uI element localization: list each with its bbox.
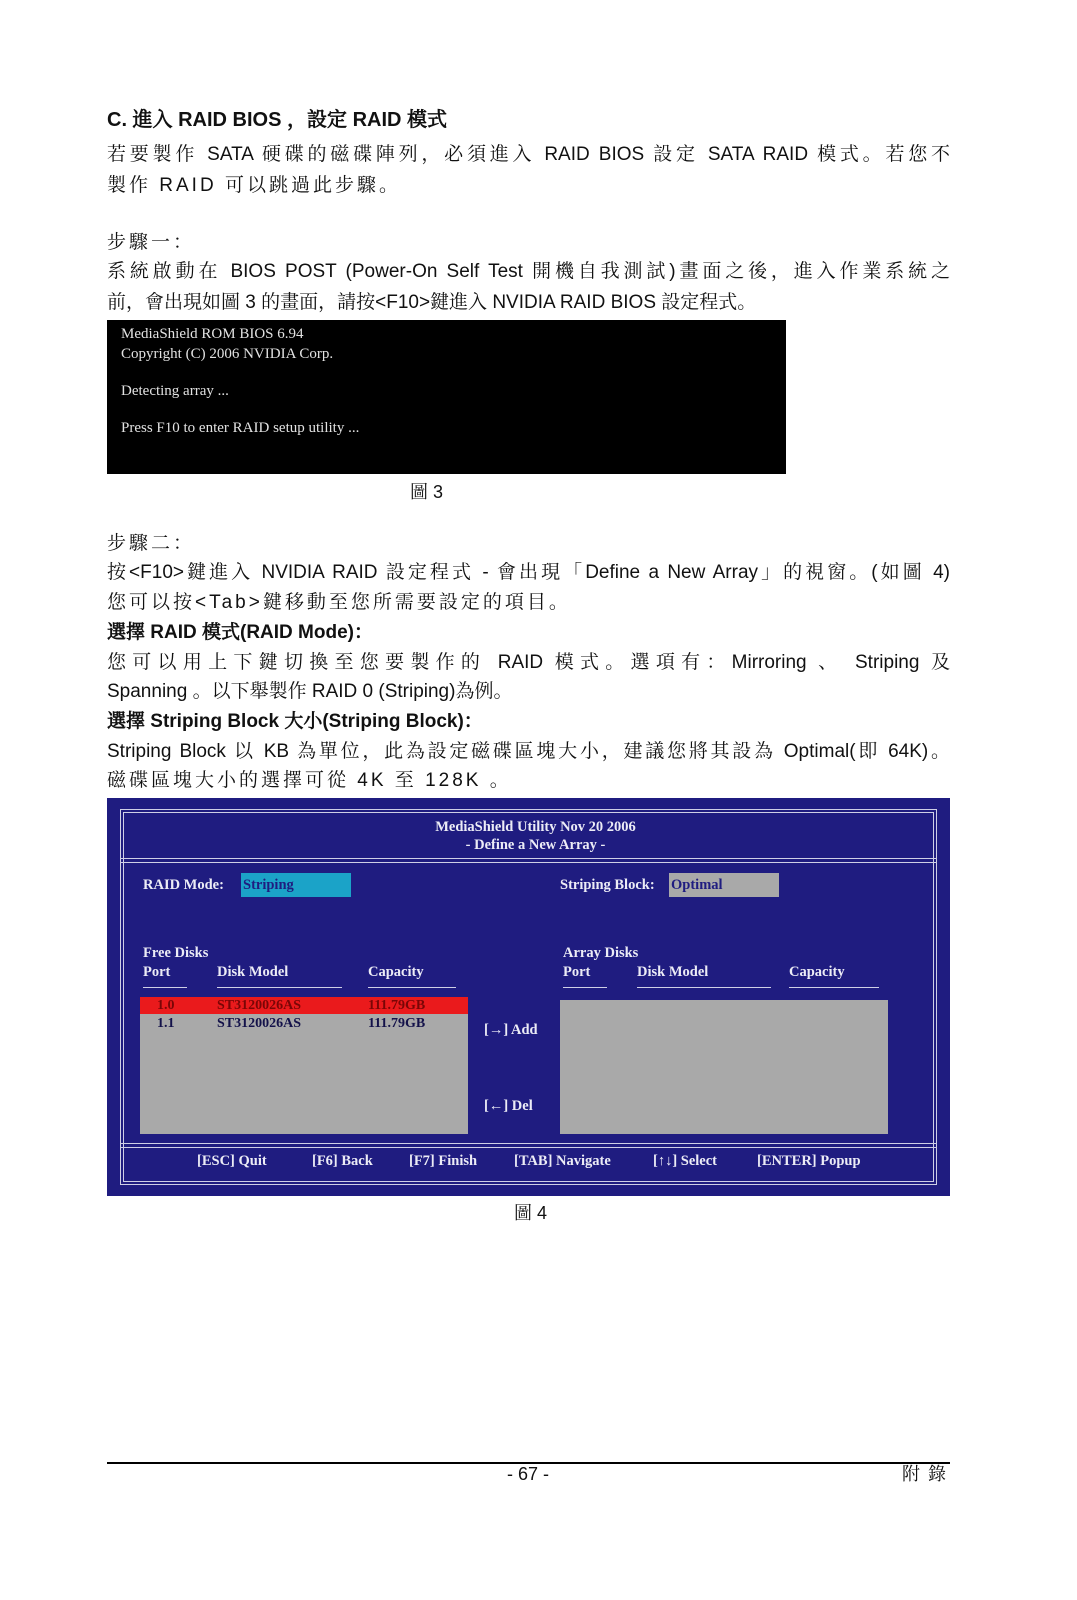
utility-title: MediaShield Utility Nov 20 2006 — [435, 819, 636, 835]
column-underline — [637, 987, 771, 988]
column-underline — [368, 987, 456, 988]
step-two-label: 步驟二： — [107, 533, 196, 554]
striping-block-field — [669, 873, 779, 897]
footer-key-navigate: [TAB] Navigate — [514, 1153, 611, 1169]
footer-key-quit: [ESC] Quit — [197, 1153, 267, 1169]
footer-key-finish: [F7] Finish — [409, 1153, 478, 1169]
raid-mode-heading: 選擇 RAID 模式(RAID Mode)： — [107, 622, 373, 643]
footer-key-select: [↑↓] Select — [653, 1153, 718, 1169]
column-underline — [563, 987, 607, 988]
column-underline — [789, 987, 879, 988]
utility-subtitle: - Define a New Array - — [465, 837, 606, 853]
array-disks-title: Array Disks — [563, 945, 639, 961]
del-disk-hint: [←] Del — [484, 1098, 533, 1114]
step-two-line: 您可以按<Tab>鍵移動至您所需要設定的項目。 — [107, 592, 571, 613]
disk-capacity: 111.79GB — [368, 998, 426, 1013]
striping-block-line: 磁碟區塊大小的選擇可從 4K 至 128K 。 — [107, 770, 512, 791]
array-disks-col-model: Disk Model — [637, 964, 709, 980]
step-one-line: 系統啟動在 BIOS POST (Power-On Self Test 開機自我測試)畫面之後，進入作業系統之 — [107, 261, 950, 282]
striping-block-line: Striping Block 以 KB 為單位，此為設定磁碟區塊大小，建議您將其設為 Optimal(即 64K)。 — [107, 741, 950, 762]
section-name: 附錄 — [902, 1464, 954, 1484]
footer-separator — [120, 1143, 937, 1148]
raid-mode-label: RAID Mode: — [143, 877, 224, 893]
free-disks-title: Free Disks — [143, 945, 209, 961]
title-separator — [120, 858, 937, 863]
striping-block-label: Striping Block: — [560, 877, 655, 893]
step-two-line: 按<F10>鍵進入 NVIDIA RAID 設定程式 - 會出現「Define a New Array」的視窗。(如圖 4) — [107, 562, 950, 583]
array-disks-col-port: Port — [563, 964, 591, 980]
intro-line: 若要製作 SATA 硬碟的磁碟陣列，必須進入 RAID BIOS 設定 SATA RAID 模式。若您不 — [107, 144, 950, 165]
raid-mode-line: 您可以用上下鍵切換至您要製作的 RAID 模式。選項有：Mirroring 、 Striping 及 — [107, 652, 950, 673]
add-disk-hint: [→] Add — [484, 1022, 538, 1038]
raid-utility-screen — [107, 798, 950, 1196]
striping-block-heading: 選擇 Striping Block 大小(Striping Block)： — [107, 711, 483, 732]
raid-mode-value: Striping — [243, 877, 294, 893]
disk-model: ST3120026AS — [217, 998, 302, 1013]
footer-key-popup: [ENTER] Popup — [757, 1153, 861, 1169]
striping-block-value: Optimal — [671, 877, 723, 893]
post-screen-line: Copyright (C) 2006 NVIDIA Corp. — [121, 346, 334, 362]
footer-key-back: [F6] Back — [312, 1153, 373, 1169]
figure-3-caption: 圖 3 — [410, 482, 444, 502]
array-disks-col-capacity: Capacity — [789, 964, 845, 980]
disk-row — [140, 1015, 468, 1032]
disk-port: 1.0 — [157, 998, 175, 1013]
post-screen-line: Press F10 to enter RAID setup utility ... — [121, 420, 360, 436]
disk-capacity: 111.79GB — [368, 1016, 426, 1031]
page-number: - 67 - — [506, 1464, 549, 1484]
free-disks-col-model: Disk Model — [217, 964, 289, 980]
array-disks-list — [560, 1000, 888, 1134]
bios-post-screen — [107, 320, 786, 474]
disk-port: 1.1 — [157, 1016, 175, 1031]
disk-row — [140, 997, 468, 1014]
free-disks-col-port: Port — [143, 964, 171, 980]
raid-mode-field — [241, 873, 351, 897]
post-screen-line: MediaShield ROM BIOS 6.94 — [121, 326, 304, 342]
step-one-label: 步驟一： — [107, 232, 196, 253]
post-screen-line: Detecting array ... — [121, 383, 229, 399]
section-heading: C. 進入 RAID BIOS ，設定 RAID 模式 — [107, 109, 448, 131]
disk-model: ST3120026AS — [217, 1016, 302, 1031]
intro-line: 製作 RAID 可以跳過此步驟。 — [107, 175, 401, 196]
figure-4-caption: 圖 4 — [514, 1203, 548, 1223]
free-disks-col-capacity: Capacity — [368, 964, 424, 980]
step-one-line: 前，會出現如圖 3 的畫面，請按<F10>鍵進入 NVIDIA RAID BIOS 設定程式。 — [107, 292, 757, 313]
raid-mode-line: Spanning 。以下舉製作 RAID 0 (Striping)為例。 — [107, 681, 513, 702]
column-underline — [143, 987, 187, 988]
column-underline — [217, 987, 342, 988]
free-disks-list — [140, 997, 468, 1134]
